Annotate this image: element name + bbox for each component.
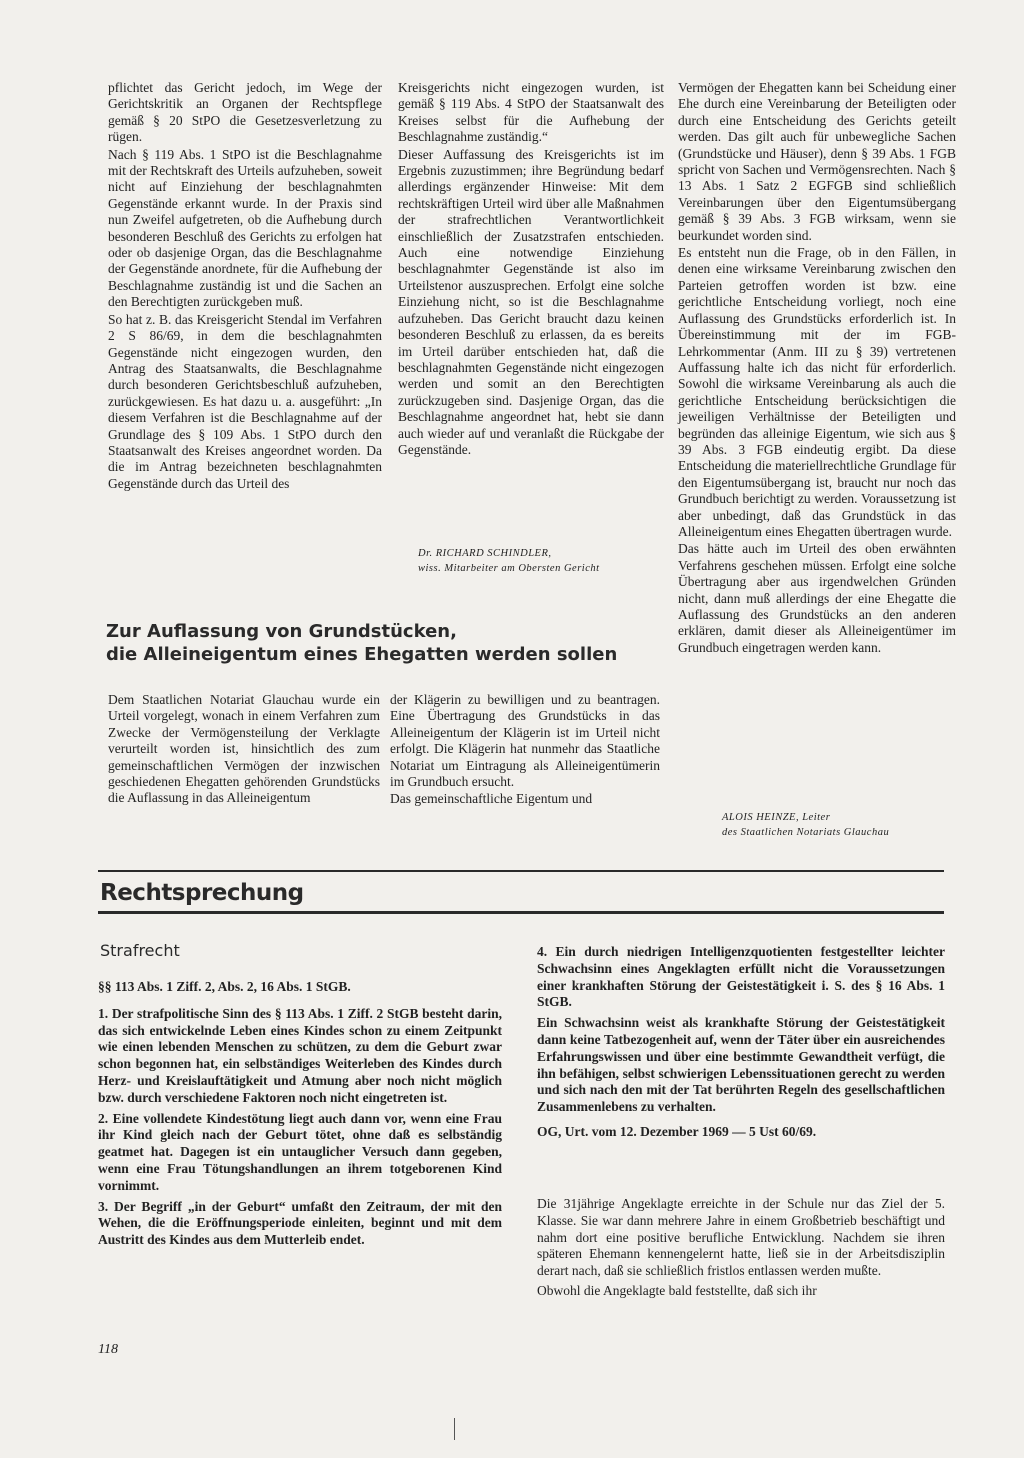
paragraph: Obwohl die Angeklagte bald feststellte, daß sich ihr: [537, 1282, 817, 1298]
article1-signature: [418, 546, 668, 576]
page-number: 118: [98, 1342, 118, 1357]
author-title: wiss. Mitarbeiter am Obersten Gericht: [418, 563, 600, 574]
paragraph: Dieser Auffassung des Kreisgerichts ist im Ergebnis zuzustimmen; ihre Begründung bedarf allerdings ergänzender Hinweise: Mit dem rechtskräftigen Urteil wird über alle Maßnahmen der strafrechtlichen Verantwortlichkeit einschließlich der Zusatzstrafen entschieden. Auch eine notwendige Einziehung beschlagnahmter Gegenstände ist also im Urteilstenor auszusprechen. Erfolgt eine solche Einziehung nicht, so ist die Beschlagnahme aufzuheben. Das Gericht braucht dazu keinen besonderen Beschluß zu erlassen, da es bereits im Urteil darüber entschieden hat, daß die beschlagnahmten Gegenstände nicht eingezogen werden und somit an den Berechtigten zurückzugeben sind. Dasjenige Organ, das die Beschlagnahme angeordnet hat, hebt sie dann auch wieder auf und veranlaßt die Rückgabe der Gegenstände.: [398, 146, 664, 457]
paragraph: Nach § 119 Abs. 1 StPO ist die Beschlagnahme mit der Rechtskraft des Urteils aufzuheben, soweit nicht auf Einziehung der beschlagnahmten Gegenstände erkannt wurde. In der Praxis sind nun Zweifel aufgetreten, ob die Aufhebung durch besonderen Beschluß des Gerichts zu erfolgen hat oder ob dasjenige Organ, das die Beschlagnahme der Gegenstände anordnete, für die Aufhebung der Beschlagnahme zuständig ist und die Sachen an den Berechtigten zurückgeben muß.: [108, 146, 382, 310]
paragraph: Das hätte auch im Urteil des oben erwähnten Verfahrens geschehen müssen. Erfolgt eine solche Übertragung aber aus irgendwelchen Gründen nicht, dann muß allerdings der eine Ehegatte die Auflassung des Grundstücks an den anderen erklären, damit dieser als Alleineigentümer im Grundbuch eingetragen werden kann.: [678, 541, 956, 655]
case-body: [537, 1196, 945, 1300]
article2-column-3: [678, 80, 956, 656]
paragraph: Das gemeinschaftliche Eigentum und: [390, 791, 593, 807]
author-name: Dr. RICHARD SCHINDLER,: [418, 548, 552, 559]
section-rule-bottom: [98, 911, 944, 914]
binding-mark: [454, 1418, 455, 1440]
rechtsprechung-right-column: [537, 944, 945, 1141]
thesis: 4. Ein durch niedrigen Intelligenzquotienten festgestellter leichter Schwachsinn eines Angeklagten erfüllt nicht die Voraussetzungen einer krankhaften Störung der Geistestätigkeit i. S. des § 16 Abs. 1 StGB.: [537, 944, 945, 1010]
paragraph: pflichtet das Gericht jedoch, im Wege der Gerichtskritik an Organen der Rechtspflege gemäß § 20 StPO die Gesetzesverletzung zu rügen.: [108, 80, 382, 145]
paragraph: der Klägerin zu bewilligen und zu beantragen. Eine Übertragung des Grundstücks in das Alleineigentum der Klägerin ist im Urteil nicht erfolgt. Die Klägerin hat nunmehr das Staatliche Notariat um Eintragung als Alleineigentümerin im Grundbuch ersucht.: [390, 692, 660, 790]
paragraph: Kreisgerichts nicht eingezogen wurden, ist gemäß § 119 Abs. 4 StPO der Staatsanwalt des Kreises selbst für die Aufhebung der Beschlagnahme zuständig.“: [398, 80, 664, 145]
rechtsprechung-left-column: [98, 979, 502, 1249]
article1-column-2: [398, 80, 664, 458]
thesis: 2. Eine vollendete Kindestötung liegt auch dann vor, wenn eine Frau ihr Kind gleich nach der Geburt tötet, ohne daß es selbständig geatmet hat. Dagegen ist ein untauglicher Versuch dann gegeben, wenn eine Frau Tötungshandlungen an ihrem totgeborenen Kind vornimmt.: [98, 1110, 502, 1193]
subsection-title: Strafrecht: [100, 941, 180, 960]
article2-column-2: [390, 692, 660, 808]
paragraph: Die 31jährige Angeklagte erreichte in der Schule nur das Ziel der 5. Klasse. Sie war dann mehrere Jahre in einem Großbetrieb beschäftigt und nahm dort eine positive berufliche Entwicklung. Nachdem sie ihren späteren Ehemann kennengelernt hatte, ließ sie in der Arbeitsdisziplin derart nach, daß sie schließlich fristlos entlassen werden mußte.: [537, 1196, 945, 1279]
paragraph: Dem Staatlichen Notariat Glauchau wurde ein Urteil vorgelegt, wonach in einem Verfahren zum Zwecke der Vermögensteilung der Verklagte verurteilt worden ist, hinsichtlich des zum gemeinschaftlichen Vermögen der inzwischen geschiedenen Ehegatten gehörenden Grundstücks die Auflassung in das Alleineigentum: [108, 692, 380, 806]
author-title: des Staatlichen Notariats Glauchau: [722, 827, 890, 838]
article1-column-1: [108, 80, 382, 492]
section-title: Rechtsprechung: [100, 880, 304, 906]
article2-column-1: [108, 692, 380, 807]
author-name: ALOIS HEINZE, Leiter: [722, 812, 831, 823]
title-line: Zur Auflassung von Grundstücken,: [106, 621, 457, 642]
paragraph: Vermögen der Ehegatten kann bei Scheidung einer Ehe durch eine Vereinbarung der Beteiligten oder durch eine Entscheidung des Gerichts geteilt werden. Das gilt auch für unbewegliche Sachen (Grundstücke und Häuser), denn § 39 Abs. 1 FGB spricht von Sachen und Vermögensrechten. Nach § 13 Abs. 1 Satz 2 EGFGB sind schließlich Vereinbarungen über den Eigentumsübergang gemäß § 39 Abs. 3 FGB wirksam, wenn sie beurkundet worden sind.: [678, 80, 956, 243]
thesis: Ein Schwachsinn weist als krankhafte Störung der Geistestätigkeit dann keine Tatbezogenheit auf, wenn der Täter über ein ausreichendes Erfahrungswissen und über eine bestimmte Gewandtheit verfügt, die ihn befähigen, selbst schwierigen Lebenssituationen gerecht zu werden und sich nach den mit der Tat berührten Regeln des gesellschaftlichen Zusammenlebens zu verhalten.: [537, 1015, 945, 1115]
paragraph: So hat z. B. das Kreisgericht Stendal im Verfahren 2 S 86/69, in dem die beschlagnahmten Gegenstände nicht eingezogen wurden, den Antrag des Staatsanwalts, die Beschlagnahme durch besonderen Gerichtsbeschluß aufzuheben, zurückgewiesen. Es hat dazu u. a. ausgeführt: „In diesem Verfahren ist die Beschlagnahme auf der Grundlage des § 109 Abs. 1 StPO durch den Staatsanwalt des Kreises angeordnet worden. Da die im Antrag bezeichneten beschlagnahmten Gegenstände durch das Urteil des: [108, 311, 382, 491]
article2-signature: [722, 810, 962, 840]
article2-title: [106, 620, 617, 666]
court-reference: OG, Urt. vom 12. Dezember 1969 — 5 Ust 60/69.: [537, 1123, 817, 1139]
paragraph: Es entsteht nun die Frage, ob in den Fällen, in denen eine wirksame Vereinbarung zwischen den Parteien getroffen worden ist bzw. eine gerichtliche Entscheidung vorliegt, noch eine Auflassung des Grundstücks erforderlich ist. In Übereinstimmung mit der im FGB-Lehrkommentar (Anm. III zu § 39) vertretenen Auffassung halte ich das nicht für erforderlich. Sowohl die wirksame Vereinbarung als auch die gerichtliche Entscheidung berücksichtigen die jeweiligen Verhältnisse der Beteiligten und begründen das alleinige Eigentum, wie sich aus § 39 Abs. 3 FGB eindeutig ergibt. Da diese Entscheidung die materiellrechtliche Grundlage für den Eigentumsübergang ist, braucht nur noch das Grundbuch berichtigt zu werden. Voraussetzung ist aber unbedingt, daß das Grundstück in das Alleineigentum eines Ehegatten übertragen wurde.: [678, 245, 956, 539]
title-line: die Alleineigentum eines Ehegatten werden sollen: [106, 644, 618, 665]
citation: §§ 113 Abs. 1 Ziff. 2, Abs. 2, 16 Abs. 1 StGB.: [98, 979, 351, 994]
thesis: 3. Der Begriff „in der Geburt“ umfaßt den Zeitraum, der mit den Wehen, die die Eröffnungsperiode einleiten, beginnt und mit dem Austritt des Kindes aus dem Mutterleib endet.: [98, 1198, 502, 1248]
section-rule-top: [98, 870, 944, 872]
thesis: 1. Der strafpolitische Sinn des § 113 Abs. 1 Ziff. 2 StGB besteht darin, das sich entwickelnde Leben eines Kindes schon zu einem Zeitpunkt wie einen lebenden Menschen zu schützen, zu dem die Geburt zwar schon begonnen hat, ein selbständiges Weiterleben des Kindes durch Herz- und Kreislauftätigkeit und Atmung aber noch nicht möglich bzw. durch verschiedene Faktoren noch nicht eingetreten ist.: [98, 1005, 502, 1105]
